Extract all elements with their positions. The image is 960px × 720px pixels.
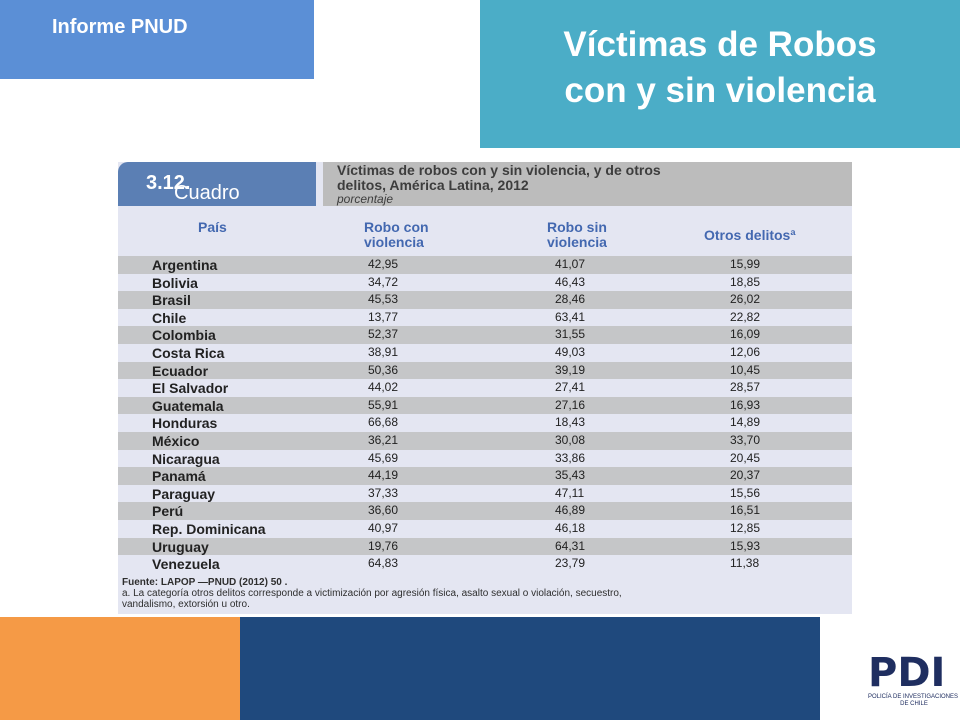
country-cell: Venezuela <box>152 556 220 573</box>
table-row <box>118 520 852 538</box>
other-crimes-cell: 15,99 <box>730 257 761 271</box>
robbery-violent-cell: 36,60 <box>368 503 399 518</box>
pdi-logo-subtitle-line-1: POLICÍA DE INVESTIGACIONES <box>868 694 959 700</box>
pdi-logo-subtitle-line-2: DE CHILE <box>900 701 928 707</box>
title-line-2: con y sin violencia <box>564 71 876 110</box>
table-row <box>118 326 852 344</box>
other-crimes-cell: 15,56 <box>730 485 761 500</box>
other-crimes-cell: 11,38 <box>730 556 760 571</box>
robbery-violent-cell: 36,21 <box>368 432 399 447</box>
pdi-logo-text: PDI <box>868 650 946 696</box>
table-row <box>118 309 852 327</box>
table-row <box>118 291 852 309</box>
other-crimes-cell: 16,93 <box>730 397 761 412</box>
robbery-violent-cell: 50,36 <box>368 362 399 377</box>
table-source: Fuente: LAPOP —PNUD (2012) 50 . <box>122 577 288 588</box>
title-box <box>480 0 960 148</box>
other-crimes-cell: 20,37 <box>730 468 761 483</box>
navy-accent-block <box>240 617 820 720</box>
column-header-country: País <box>198 219 227 235</box>
country-cell: El Salvador <box>152 380 229 397</box>
robbery-nonviolent-cell: 33,86 <box>555 450 586 465</box>
other-crimes-cell: 15,93 <box>730 538 761 553</box>
robbery-nonviolent-cell: 30,08 <box>555 432 586 447</box>
table-row <box>118 397 852 415</box>
other-crimes-cell: 12,85 <box>730 520 761 535</box>
table-row <box>118 450 852 468</box>
country-cell: Panamá <box>152 468 206 485</box>
table-row <box>118 538 852 556</box>
country-cell: Nicaragua <box>152 450 220 467</box>
table-row <box>118 502 852 520</box>
other-crimes-cell: 10,45 <box>730 362 761 377</box>
table-row <box>118 362 852 380</box>
robbery-violent-cell: 66,68 <box>368 415 399 430</box>
robbery-nonviolent-cell: 46,43 <box>555 274 586 289</box>
robbery-violent-cell: 55,91 <box>368 397 399 412</box>
table-row <box>118 432 852 450</box>
robbery-nonviolent-cell: 46,89 <box>555 503 586 518</box>
table-row <box>118 414 852 432</box>
other-crimes-cell: 16,09 <box>730 327 761 342</box>
table-label-prefix: Cuadro <box>174 182 240 204</box>
robbery-violent-cell: 44,02 <box>368 380 399 395</box>
report-tag: Informe PNUD <box>52 16 188 38</box>
table-caption-line-2: delitos, América Latina, 2012 <box>337 177 529 193</box>
robbery-violent-cell: 13,77 <box>368 309 399 324</box>
robbery-nonviolent-cell: 49,03 <box>555 344 586 359</box>
table-row <box>118 256 852 274</box>
robbery-violent-cell: 44,19 <box>368 468 399 483</box>
country-cell: Paraguay <box>152 485 216 502</box>
table-row <box>118 344 852 362</box>
table-label-number: 3.12. <box>146 172 191 194</box>
country-cell: Chile <box>152 309 187 326</box>
robbery-nonviolent-cell: 27,41 <box>555 380 586 395</box>
country-cell: Bolivia <box>152 274 198 291</box>
table-caption-unit: porcentaje <box>337 192 394 206</box>
robbery-nonviolent-cell: 35,43 <box>555 468 586 483</box>
robbery-violent-cell: 40,97 <box>368 520 399 535</box>
robbery-violent-cell: 64,83 <box>368 556 399 571</box>
other-crimes-cell: 22,82 <box>730 309 761 324</box>
robbery-nonviolent-cell: 28,46 <box>555 292 586 307</box>
country-cell: Colombia <box>152 327 216 344</box>
country-cell: Brasil <box>152 292 191 309</box>
robbery-nonviolent-cell: 23,79 <box>555 556 586 571</box>
table-caption <box>323 162 852 206</box>
country-cell: Perú <box>152 503 184 520</box>
other-crimes-cell: 28,57 <box>730 380 761 395</box>
table-label <box>118 162 316 206</box>
country-cell: Uruguay <box>152 538 209 555</box>
other-crimes-cell: 18,85 <box>730 274 761 289</box>
other-crimes-cell: 12,06 <box>730 344 761 359</box>
table-row <box>118 467 852 485</box>
table-notes <box>118 577 852 614</box>
country-cell: Argentina <box>152 257 218 273</box>
title-line-1: Víctimas de Robos <box>563 25 877 64</box>
robbery-violent-cell: 42,95 <box>368 257 399 271</box>
robbery-violent-cell: 45,53 <box>368 292 399 307</box>
orange-accent-block <box>0 617 240 720</box>
column-header-robbery-nonviolent-line-2: violencia <box>547 234 607 250</box>
pdi-logo-subtitle <box>868 694 960 708</box>
other-crimes-cell: 16,51 <box>730 503 761 518</box>
robbery-violent-cell: 38,91 <box>368 344 399 359</box>
other-crimes-cell: 14,89 <box>730 415 761 430</box>
pdi-logo <box>868 650 960 720</box>
table-caption-text <box>337 163 661 193</box>
other-crimes-cell: 20,45 <box>730 450 761 465</box>
table-row <box>118 555 852 573</box>
country-cell: Guatemala <box>152 397 224 414</box>
other-crimes-cell: 33,70 <box>730 432 761 447</box>
robbery-nonviolent-cell: 41,07 <box>555 257 586 271</box>
table-note-line-1: a. La categoría otros delitos corresponde a victimización por agresión física, asalto sexual o violación, secuestro, <box>122 588 622 599</box>
table-body <box>118 256 852 573</box>
column-header-robbery-violent-line-2: violencia <box>364 234 424 250</box>
table-row <box>118 379 852 397</box>
robbery-nonviolent-cell: 63,41 <box>555 309 586 324</box>
column-header-robbery-violent-line-1: Robo con <box>364 219 429 235</box>
robbery-nonviolent-cell: 18,43 <box>555 415 586 430</box>
column-header-robbery-nonviolent <box>547 220 607 250</box>
table-figure <box>118 162 852 614</box>
robbery-nonviolent-cell: 27,16 <box>555 397 586 412</box>
robbery-nonviolent-cell: 46,18 <box>555 520 586 535</box>
country-cell: Ecuador <box>152 362 209 379</box>
country-cell: Honduras <box>152 415 218 432</box>
table-note-line-2: vandalismo, extorsión u otro. <box>122 599 250 610</box>
report-tag-box <box>0 0 314 79</box>
slide-title <box>480 22 960 114</box>
robbery-violent-cell: 19,76 <box>368 538 399 553</box>
robbery-nonviolent-cell: 64,31 <box>555 538 586 553</box>
robbery-nonviolent-cell: 39,19 <box>555 362 586 377</box>
table-caption-line-1: Víctimas de robos con y sin violencia, y de otros <box>337 162 661 178</box>
column-header-robbery-violent <box>364 220 429 250</box>
table-row <box>118 485 852 503</box>
column-header-robbery-nonviolent-line-1: Robo sin <box>547 219 607 235</box>
robbery-violent-cell: 37,33 <box>368 485 399 500</box>
country-cell: México <box>152 432 200 449</box>
robbery-violent-cell: 52,37 <box>368 327 399 342</box>
country-cell: Costa Rica <box>152 344 225 361</box>
robbery-nonviolent-cell: 47,11 <box>555 485 585 500</box>
column-header-other: Otros delitosª <box>704 227 796 243</box>
robbery-violent-cell: 34,72 <box>368 274 399 289</box>
table-row <box>118 274 852 292</box>
country-cell: Rep. Dominicana <box>152 520 266 537</box>
other-crimes-cell: 26,02 <box>730 292 761 307</box>
robbery-violent-cell: 45,69 <box>368 450 399 465</box>
robbery-nonviolent-cell: 31,55 <box>555 327 586 342</box>
